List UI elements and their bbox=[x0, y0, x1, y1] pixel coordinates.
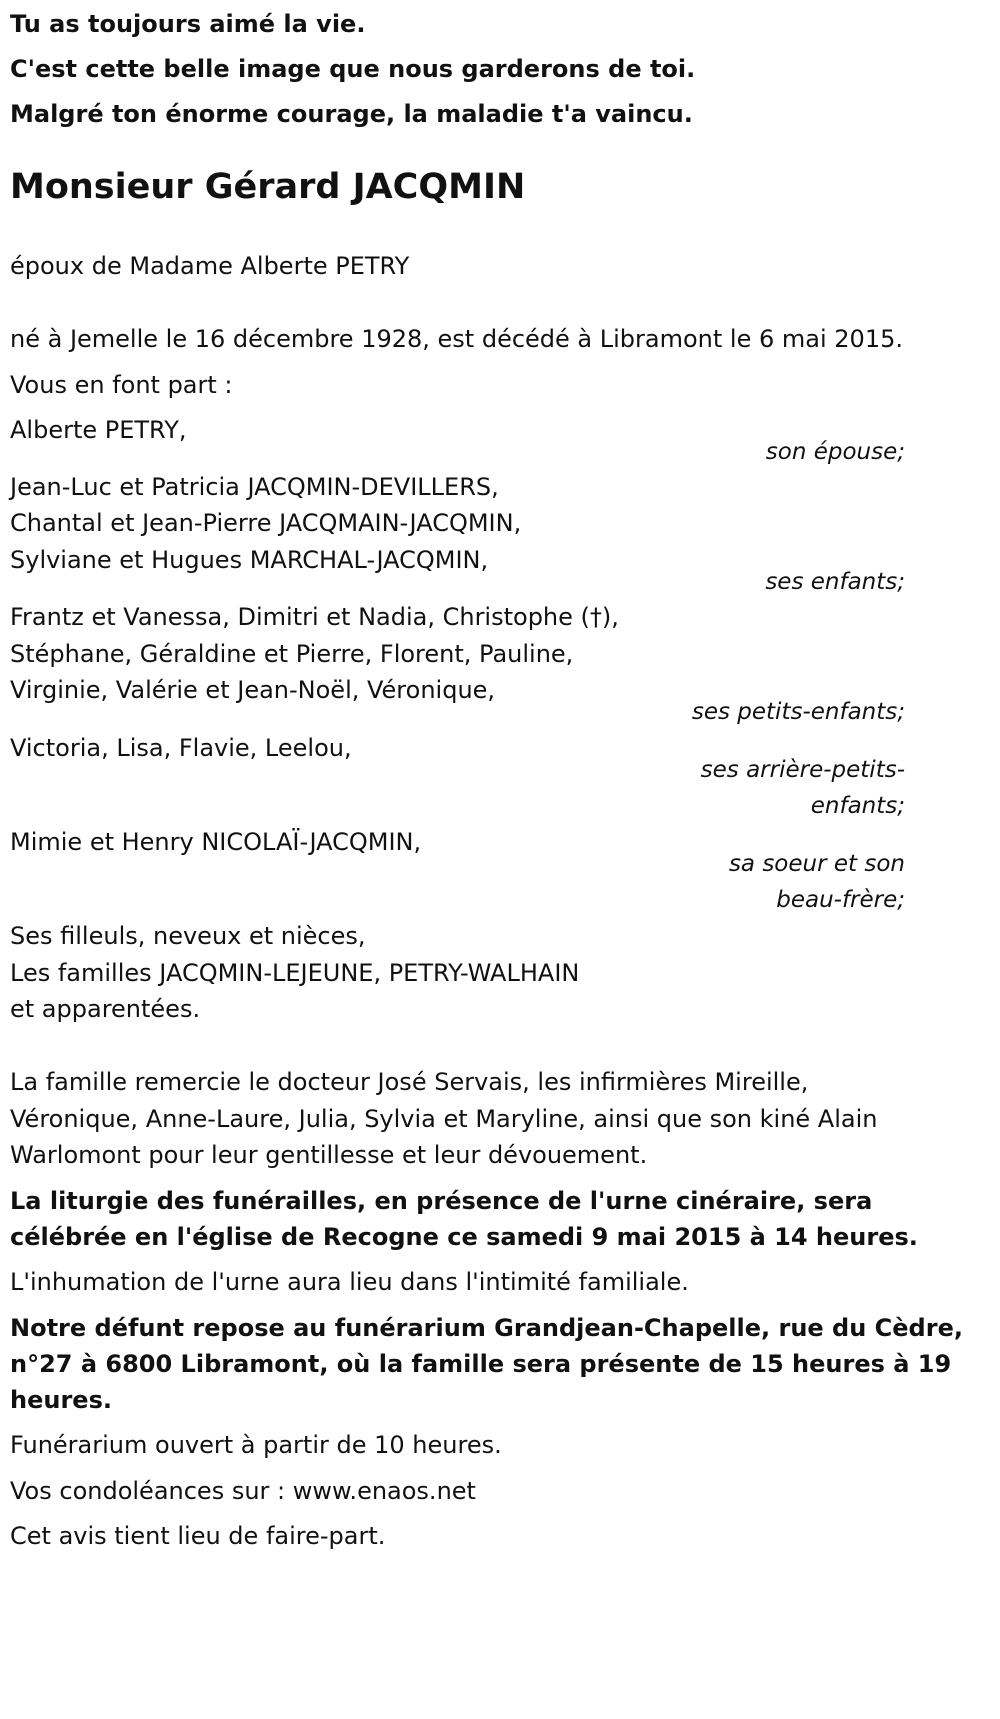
closing-line: Cet avis tient lieu de faire-part. bbox=[10, 1522, 386, 1550]
visitation-line: Notre défunt repose au funérarium Grandjean-Chapelle, rue du Cèdre, bbox=[10, 1314, 963, 1342]
family-role: ses arrière-petits- bbox=[700, 757, 905, 783]
family-names: Frantz et Vanessa, Dimitri et Nadia, Christophe (†), bbox=[10, 603, 619, 631]
liturgy-line: célébrée en l'église de Recogne ce samedi 9 mai 2015 à 14 heures. bbox=[10, 1223, 918, 1251]
thanks-line: Warlomont pour leur gentillesse et leur dévouement. bbox=[10, 1141, 648, 1169]
intro-line: Malgré ton énorme courage, la maladie t'a vaincu. bbox=[10, 100, 693, 128]
family-names: et apparentées. bbox=[10, 995, 201, 1023]
thanks-line: Véronique, Anne-Laure, Julia, Sylvia et Maryline, ainsi que son kiné Alain bbox=[10, 1105, 878, 1133]
deceased-name: Monsieur Gérard JACQMIN bbox=[10, 167, 526, 207]
family-names: Alberte PETRY, bbox=[10, 416, 187, 444]
family-role: son épouse; bbox=[765, 439, 905, 465]
family-names: Chantal et Jean-Pierre JACQMAIN-JACQMIN, bbox=[10, 509, 522, 537]
family-names: Mimie et Henry NICOLAÏ-JACQMIN, bbox=[10, 828, 422, 856]
liturgy-line: La liturgie des funérailles, en présence de l'urne cinéraire, sera bbox=[10, 1187, 873, 1215]
thanks-line: La famille remercie le docteur José Servais, les infirmières Mireille, bbox=[10, 1068, 809, 1096]
visitation-line: n°27 à 6800 Libramont, où la famille sera présente de 15 heures à 19 bbox=[10, 1350, 952, 1378]
family-names: Stéphane, Géraldine et Pierre, Florent, Pauline, bbox=[10, 640, 574, 668]
family-role: enfants; bbox=[810, 793, 905, 819]
burial-line: L'inhumation de l'urne aura lieu dans l'intimité familiale. bbox=[10, 1268, 689, 1296]
family-role: beau-frère; bbox=[776, 887, 905, 913]
family-names: Ses filleuls, neveux et nièces, bbox=[10, 922, 366, 950]
family-names: Virginie, Valérie et Jean-Noël, Véronique, bbox=[10, 676, 496, 704]
family-names: Sylviane et Hugues MARCHAL-JACQMIN, bbox=[10, 546, 489, 574]
birth-death-line: né à Jemelle le 16 décembre 1928, est décédé à Libramont le 6 mai 2015. bbox=[10, 325, 903, 353]
hours-line: Funérarium ouvert à partir de 10 heures. bbox=[10, 1431, 502, 1459]
spouse-line: époux de Madame Alberte PETRY bbox=[10, 252, 410, 280]
condolences-line: Vos condoléances sur : www.enaos.net bbox=[10, 1477, 476, 1505]
family-role: sa soeur et son bbox=[728, 851, 905, 877]
visitation-line: heures. bbox=[10, 1386, 112, 1414]
announce-line: Vous en font part : bbox=[10, 371, 233, 399]
intro-line: Tu as toujours aimé la vie. bbox=[10, 10, 366, 38]
intro-line: C'est cette belle image que nous garderons de toi. bbox=[10, 55, 696, 83]
family-names: Victoria, Lisa, Flavie, Leelou, bbox=[10, 734, 352, 762]
family-role: ses enfants; bbox=[765, 569, 905, 595]
family-role: ses petits-enfants; bbox=[691, 699, 905, 725]
family-names: Les familles JACQMIN-LEJEUNE, PETRY-WALHAIN bbox=[10, 959, 580, 987]
family-names: Jean-Luc et Patricia JACQMIN-DEVILLERS, bbox=[10, 473, 499, 501]
